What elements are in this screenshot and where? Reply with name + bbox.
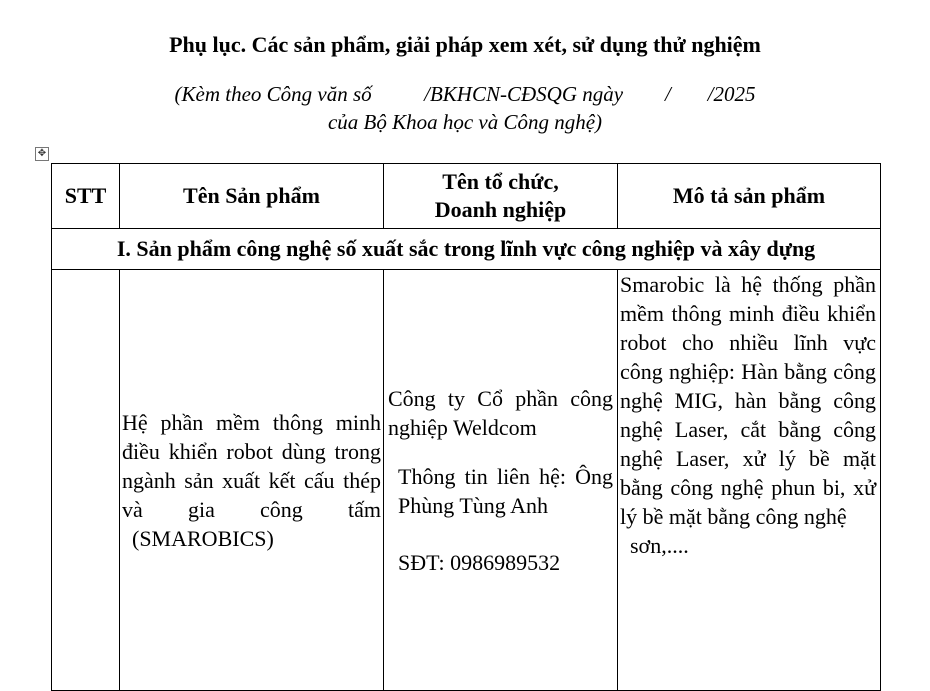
cell-stt bbox=[52, 270, 120, 691]
header-org-line-1: Tên tổ chức, bbox=[442, 169, 559, 194]
header-organization bbox=[384, 164, 618, 229]
section-title: I. Sản phẩm công nghệ số xuất sắc trong lĩnh vực công nghiệp và xây dựng bbox=[52, 229, 881, 270]
document-title: Phụ lục. Các sản phẩm, giải pháp xem xét, sử dụng thử nghiệm bbox=[169, 32, 761, 57]
cell-description bbox=[618, 270, 881, 691]
header-description: Mô tả sản phẩm bbox=[618, 164, 881, 229]
header-org-line-2: Doanh nghiệp bbox=[434, 197, 567, 222]
product-name: Hệ phần mềm thông minh điều khiển robot dùng trong ngành sản xuất kết cấu thép và gia công tấm bbox=[122, 409, 381, 522]
subtitle-line-2: của Bộ Khoa học và Công nghệ) bbox=[327, 110, 603, 134]
section-row bbox=[52, 229, 881, 270]
product-description-tail: sơn,.... bbox=[630, 533, 689, 558]
product-code: (SMAROBICS) bbox=[132, 525, 274, 551]
products-table bbox=[51, 163, 881, 691]
header-product: Tên Sản phẩm bbox=[120, 164, 384, 229]
table-move-handle-icon[interactable]: ✥ bbox=[35, 147, 49, 161]
organization-phone: SĐT: 0986989532 bbox=[398, 549, 561, 575]
organization-name: Công ty Cổ phần công nghiệp Weldcom bbox=[388, 385, 613, 440]
organization-contact: Thông tin liên hệ: Ông Phùng Tùng Anh bbox=[398, 463, 613, 518]
document-subtitle bbox=[120, 80, 810, 136]
header-stt: STT bbox=[52, 164, 120, 229]
table-row bbox=[52, 270, 881, 691]
subtitle-line-1: (Kèm theo Công văn số /BKHCN-CĐSQG ngày / /2025 bbox=[174, 82, 756, 106]
product-description: Smarobic là hệ thống phần mềm thông minh điều khiển robot cho nhiều lĩnh vực công nghiệp: Hàn bằng công nghệ MIG, hàn bằng công nghệ Laser, cắt bằng công nghệ Laser, xử lý bề mặt bằng công nghệ phun bi, xử lý bề mặt bằng công nghệ bbox=[620, 272, 876, 529]
table-header-row bbox=[52, 164, 881, 229]
cell-product bbox=[120, 270, 384, 691]
cell-organization bbox=[384, 270, 618, 691]
